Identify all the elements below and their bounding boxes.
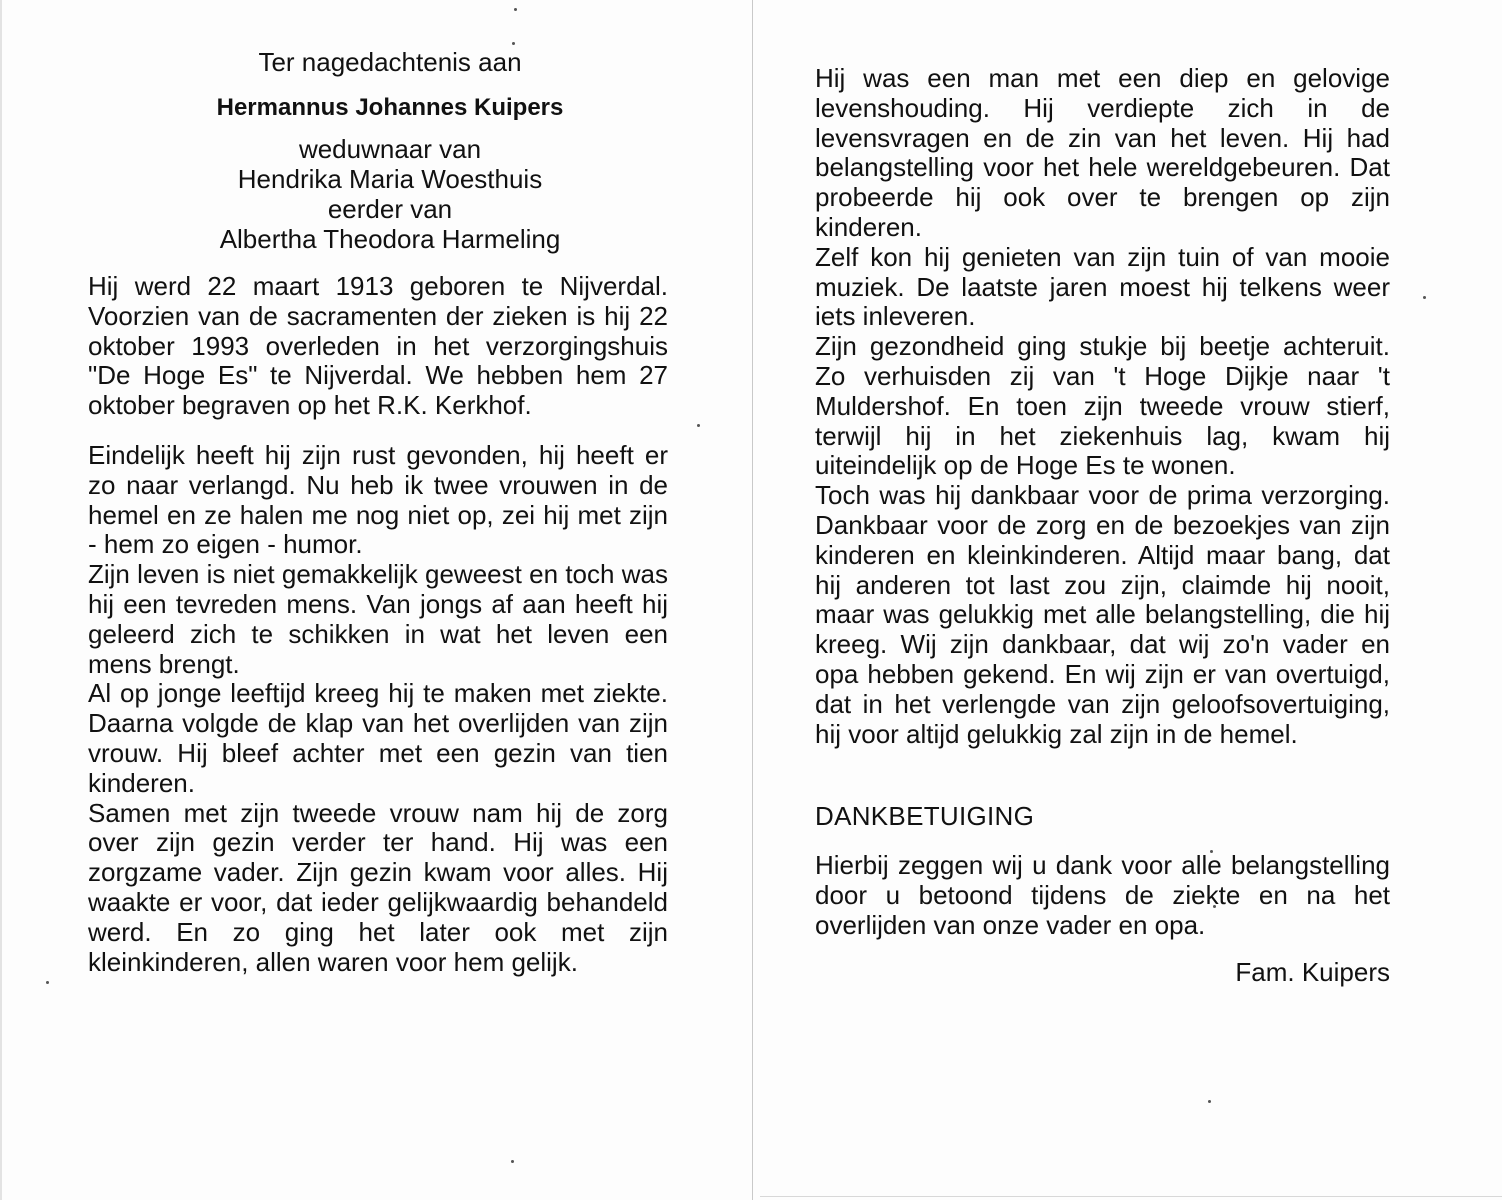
- biography-paragraph: Hij werd 22 maart 1913 geboren te Nijverdal. Voorzien van de sacramenten der zieken is hij 22 oktober 1993 overleden in het verzorgingshuis "De Hoge Es" te Nijverdal. We hebben hem 27 oktober begraven op het R.K. Kerkhof.: [88, 271, 668, 421]
- spouse-line: Hendrika Maria Woesthuis: [237, 164, 543, 194]
- scan-speck: [514, 8, 517, 11]
- spouse-line: eerder van: [327, 194, 453, 224]
- body-paragraph: Eindelijk heeft hij zijn rust gevonden, hij heeft er zo naar verlangd. Nu heb ik twee vrouwen in de hemel en ze halen me nog niet op, zei hij met zijn - hem zo eigen - humor.: [88, 439, 668, 560]
- spouses-block: [88, 134, 668, 254]
- fold-line: [752, 0, 753, 1200]
- body-paragraph: Samen met zijn tweede vrouw nam hij de zorg over zijn gezin verder ter hand. Hij was een zorgzame vader. Zijn gezin kwam voor alles. Hij waakte er voor, dat ieder gelijkwaardig behandeld werd. En zo ging het later ook met zijn kleinkinderen, allen waren voor hem gelijk.: [88, 797, 668, 977]
- body-paragraph: Zijn gezondheid ging stukje bij beetje achteruit. Zo verhuisden zij van 't Hoge Dijkje naar 't Muldershof. En toen zijn tweede vrouw stierf, terwijl hij in het ziekenhuis lag, kwam hij uiteindelijk op de Hoge Es te wonen.: [815, 331, 1390, 481]
- body-paragraph: Hij was een man met een diep en gelovige levenshouding. Hij verdiepte zich in de levensvragen en de zin van het leven. Hij had belangstelling voor het hele wereldgebeuren. Dat probeerde hij ook over te brengen op zijn kinderen.: [815, 63, 1390, 242]
- body-paragraph: Al op jonge leeftijd kreeg hij te maken met ziekte. Daarna volgde de klap van het overlijden van zijn vrouw. Hij bleef achter met een gezin van tien kinderen.: [88, 678, 668, 798]
- thanks-title: DANKBETUIGING: [815, 801, 1035, 832]
- family-signature: Fam. Kuipers: [1235, 956, 1390, 987]
- scan-speck: [511, 1160, 514, 1163]
- scan-speck: [46, 981, 49, 984]
- scan-speck: [697, 424, 700, 427]
- body-paragraph: Zijn leven is niet gemakkelijk geweest en toch was hij een tevreden mens. Van jongs af aan heeft hij geleerd zich te schikken in wat het leven een mens brengt.: [88, 559, 668, 679]
- left-panel: [88, 40, 668, 977]
- body-paragraph: Zelf kon hij genieten van zijn tuin of van mooie muziek. De laatste jaren moest hij telkens weer iets inleveren.: [815, 241, 1390, 332]
- body-paragraph: Toch was hij dankbaar voor de prima verzorging. Dankbaar voor de zorg en de bezoekjes van zijn kinderen en kleinkinderen. Altijd maar bang, dat hij anderen tot last zou zijn, claimde hij nooit, maar was gelukkig met alle belangstelling, die hij kreeg. Wij zijn dankbaar, dat wij zo'n vader en opa hebben gekend. En wij zijn er van overtuigd, dat in het verlengde van zijn geloofsovertuiging, hij voor altijd gelukkig zal zijn in de hemel.: [815, 480, 1390, 749]
- card-edge: [0, 0, 2, 1200]
- right-panel: [815, 64, 1390, 987]
- thanks-text: Hierbij zeggen wij u dank voor alle belangstelling door u betoond tijdens de ziekte en na het overlijden van onze vader en opa.: [815, 850, 1390, 940]
- scan-speck: [1423, 296, 1426, 299]
- card-bottom-edge: [760, 1196, 1502, 1197]
- deceased-name: Hermannus Johannes Kuipers: [216, 94, 564, 121]
- spouse-line: weduwnaar van: [298, 134, 482, 164]
- intro-line: Ter nagedachtenis aan: [258, 47, 522, 77]
- scan-speck: [1208, 1100, 1211, 1103]
- spouse-line: Albertha Theodora Harmeling: [219, 224, 561, 254]
